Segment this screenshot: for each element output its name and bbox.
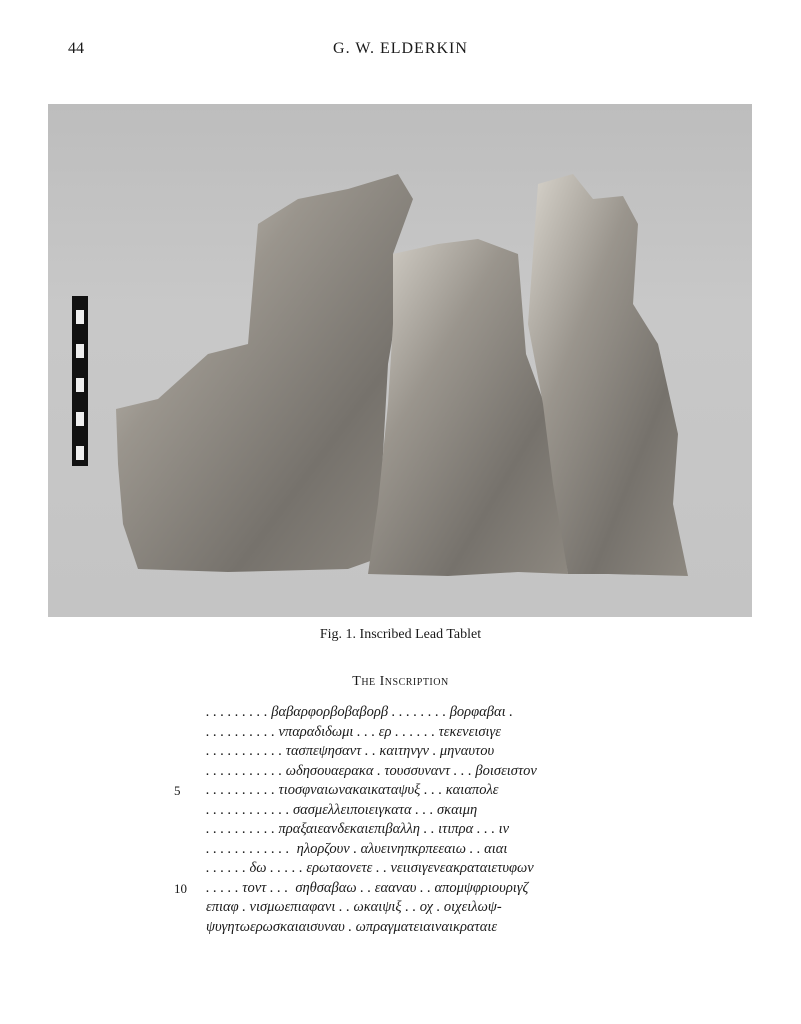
line-text: . . . . . . . . . . . . σασμελλειποιειγκατα . . . σκαιμη: [206, 801, 478, 818]
line-text: . . . . . . . . . . . ωδησουαερακα . τουσσυναντ . . . βοισειστον: [206, 762, 537, 779]
inscription-line: [160, 802, 720, 822]
line-text: . . . . . . . . . . . τασπεψησαντ . . καιτηνγν . μηναυτου: [206, 743, 495, 759]
inscription-line: [160, 841, 720, 861]
inscription-line: [160, 899, 720, 919]
inscription-line: [160, 704, 720, 724]
figure-caption: Fig. 1. Inscribed Lead Tablet: [319, 627, 482, 642]
line-text: . . . . . . . . . . νπαραδιδωμι . . . ερ . . . . . . τεκενεισιγε: [206, 723, 501, 740]
line-number: 10: [174, 880, 187, 896]
line-text: . . . . . . . . . . τιοσφναιωνακαικαταψυξ . . . καιαπολε: [206, 782, 499, 798]
inscription-line: [160, 821, 720, 841]
inscription-line: [160, 763, 720, 783]
line-text: . . . . . . . . . βαβαρφορβοβαβορβ . . . . . . . . βορφαβαι .: [206, 704, 513, 720]
inscription-line: [160, 919, 720, 939]
section-title: The Inscription: [352, 674, 449, 689]
scale-bar: [72, 296, 88, 466]
line-number: 5: [174, 783, 181, 798]
tablet-image: [48, 104, 752, 617]
line-text: επιαφ . νισμωεπιαφανι . . ωκαιψιξ . . οχ . οιχειλωψ-: [206, 899, 502, 915]
inscription-line: [160, 743, 720, 763]
inscription-text: [160, 704, 720, 938]
line-text: . . . . . τοντ . . . σηθσαβαω . . εααναυ . . απομψφριουριγζ: [206, 879, 529, 896]
running-head: G. W. ELDERKIN: [333, 40, 468, 57]
inscription-line: [160, 782, 720, 802]
line-text: ψυγητωερωσκαιαισυναυ . ωπραγματειαιναικραταιε: [206, 918, 498, 935]
figure-photo-lead-tablet: [48, 104, 752, 617]
line-text: . . . . . . . . . . πραξαιεανδεκαιεπιβαλλη . . ιτιπρα . . . ιν: [206, 821, 510, 837]
line-text: . . . . . . δω . . . . . ερωταονετε . . νειισιγενεακραταιετυφων: [206, 860, 534, 876]
inscription-line: [160, 880, 720, 900]
inscription-line: [160, 724, 720, 744]
tablet-fragment-left: [116, 174, 413, 572]
inscription-line: [160, 860, 720, 880]
line-text: . . . . . . . . . . . . ηλορζουν . αλυειvηπκρπεεαιω . . αιαι: [206, 840, 508, 857]
page-number: 44: [68, 40, 84, 57]
